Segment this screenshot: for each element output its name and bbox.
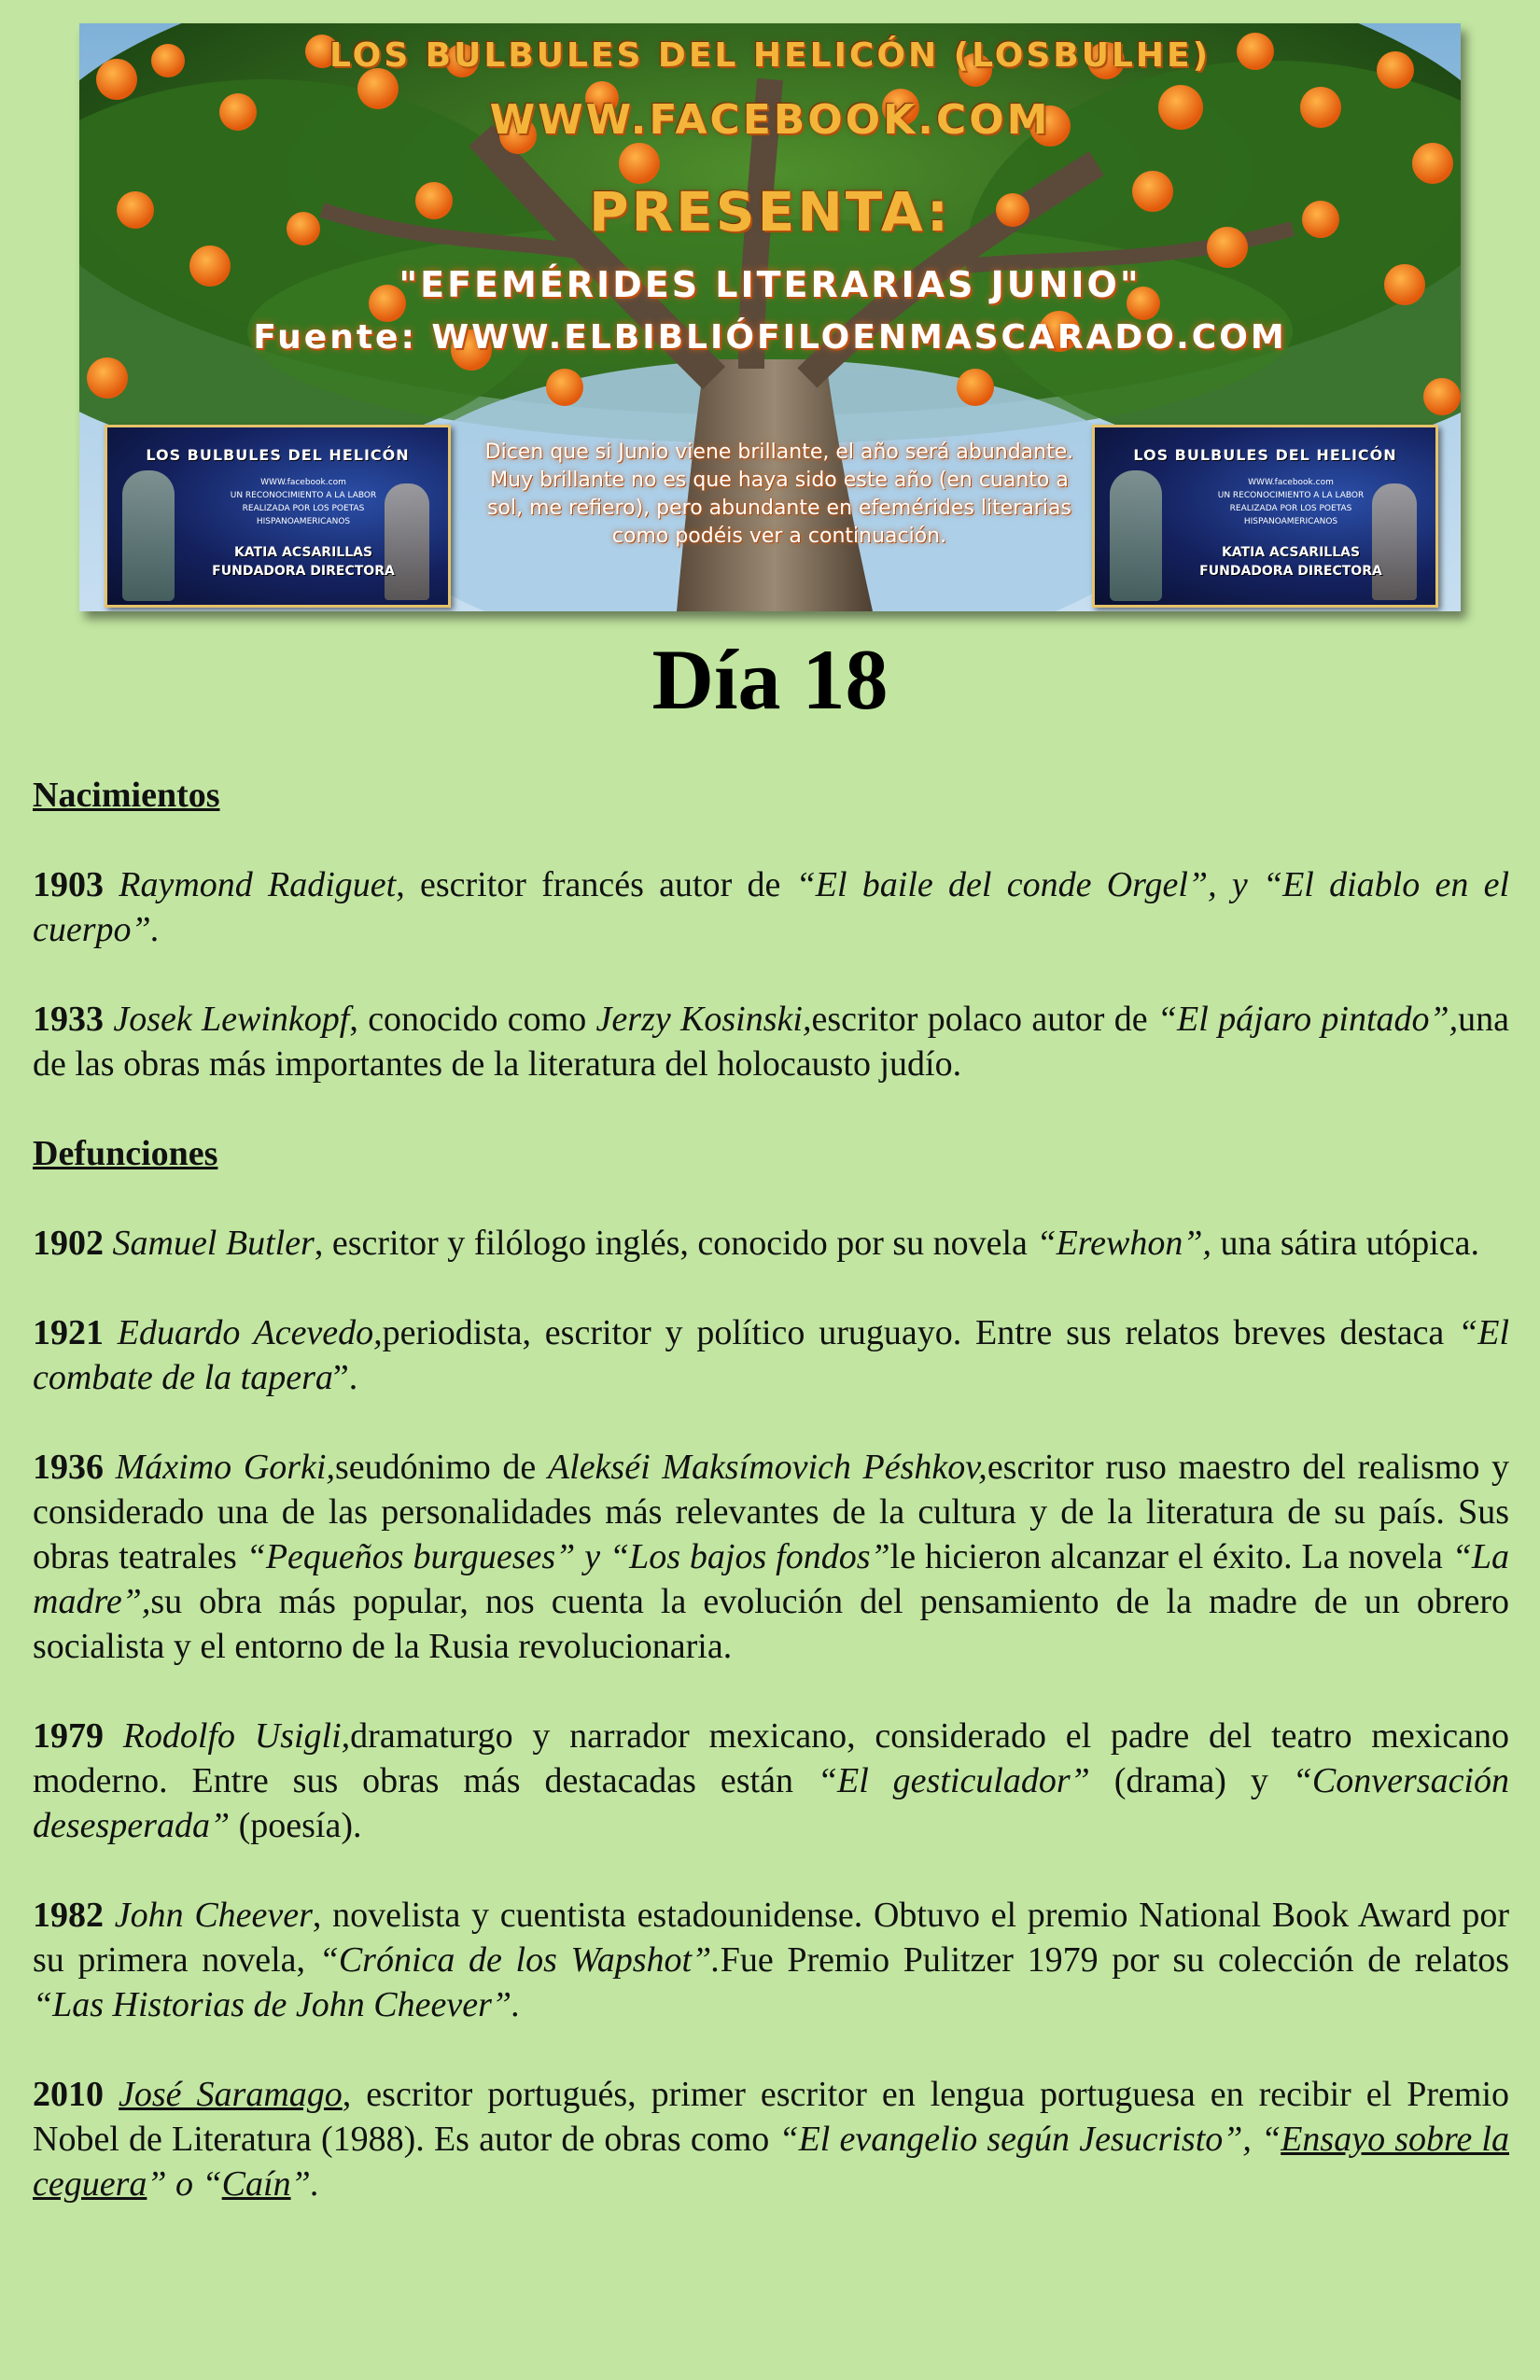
banner-line-group: LOS BULBULES DEL HELICÓN (LOSBULHE) xyxy=(329,36,1211,75)
emblem-title: LOS BULBULES DEL HELICÓN xyxy=(1133,446,1397,464)
banner-line-series-title: "EFEMÉRIDES LITERARIAS JUNIO" xyxy=(399,264,1141,305)
emblem-right xyxy=(1092,425,1438,608)
entry-1903: 1903 Raymond Radiguet, escritor francés autor de “El baile del conde Orgel”, y “El diablo en el cuerpo”. xyxy=(33,865,1510,949)
entry-1982: 1982 John Cheever, novelista y cuentista estadounidense. Obtuvo el premio National Book Award por su primera novela, “Crónica de los Wapshot”.Fue Premio Pulitzer 1979 por su colección de relatos “Las Historias de John Cheever”. xyxy=(33,1896,1510,2024)
author-link-saramago[interactable]: José Saramago xyxy=(119,2075,343,2114)
emblem-lines: WWW.facebook.com UN RECONOCIMIENTO A LA LABOR REALIZADA POR LOS POETAS HISPANOAMERICANOS xyxy=(230,478,377,526)
entry-1921: 1921 Eduardo Acevedo,periodista, escritor y político uruguayo. Entre sus relatos breves destaca “El combate de la tapera”. xyxy=(33,1313,1509,1397)
work-link-ensayo-ceguera[interactable]: Ensayo sobre la ceguera xyxy=(33,2120,1509,2204)
section-heading-births: Nacimientos xyxy=(33,776,220,815)
entry-1979: 1979 Rodolfo Usigli,dramaturgo y narrador mexicano, considerado el padre del teatro mexicano moderno. Entre sus obras más destacadas están “El gesticulador” (drama) y “Conversación desesperada” (poesía). xyxy=(33,1716,1510,1845)
banner-line-source: Fuente: WWW.ELBIBLIÓFILOENMASCARADO.COM xyxy=(253,318,1287,357)
document-body xyxy=(33,773,1509,2251)
banner-quote: Dicen que si Junio viene brillante, el año será abundante. Muy brillante no es que haya sido este año (en cuanto a sol, me refiero), pero abundante en efemérides literarias como podéis ver a continuación. xyxy=(484,441,1074,548)
header-banner xyxy=(79,23,1461,611)
banner-line-website: WWW.FACEBOOK.COM xyxy=(489,96,1051,144)
entry-1902: 1902 Samuel Butler, escritor y filólogo inglés, conocido por su novela “Erewhon”, una sátira utópica. xyxy=(33,1224,1480,1263)
section-heading-deaths: Defunciones xyxy=(33,1134,218,1173)
emblem-name: KATIA ACSARILLAS FUNDADORA DIRECTORA xyxy=(212,545,395,579)
emblem-name: KATIA ACSARILLAS FUNDADORA DIRECTORA xyxy=(1199,545,1382,579)
entry-1936: 1936 Máximo Gorki,seudónimo de Alekséi Maksímovich Péshkov,escritor ruso maestro del realismo y considerado una de las personalidades más relevantes de la cultura y de la literatura de su país. Sus obras teatrales “Pequeños burgueses” y “Los bajos fondos”le hicieron alcanzar el éxito. La novela “La madre”,su obra más popular, nos cuenta la evolución del pensamiento de la madre de un obrero socialista y el entorno de la Rusia revolucionaria. xyxy=(33,1448,1510,1666)
statue-figure-icon xyxy=(122,470,175,601)
statue-figure-icon xyxy=(1110,470,1162,601)
entry-2010: 2010 José Saramago, escritor portugués, primer escritor en lengua portuguesa en recibir el Premio Nobel de Literatura (1988). Es autor de obras como “El evangelio según Jesucristo”, “Ensayo sobre la ceguera” o “Caín”. xyxy=(33,2075,1509,2204)
banner-line-presenta: PRESENTA: xyxy=(589,180,951,244)
page-title: Día 18 xyxy=(651,632,889,727)
emblem-title: LOS BULBULES DEL HELICÓN xyxy=(146,446,410,464)
emblem-lines: WWW.facebook.com UN RECONOCIMIENTO A LA LABOR REALIZADA POR LOS POETAS HISPANOAMERICANOS xyxy=(1217,478,1365,526)
work-link-cain[interactable]: Caín xyxy=(221,2164,291,2204)
emblem-left xyxy=(105,425,451,608)
entry-1933: 1933 Josek Lewinkopf, conocido como Jerzy Kosinski,escritor polaco autor de “El pájaro pintado”,una de las obras más importantes de la literatura del holocausto judío. xyxy=(33,1000,1510,1084)
